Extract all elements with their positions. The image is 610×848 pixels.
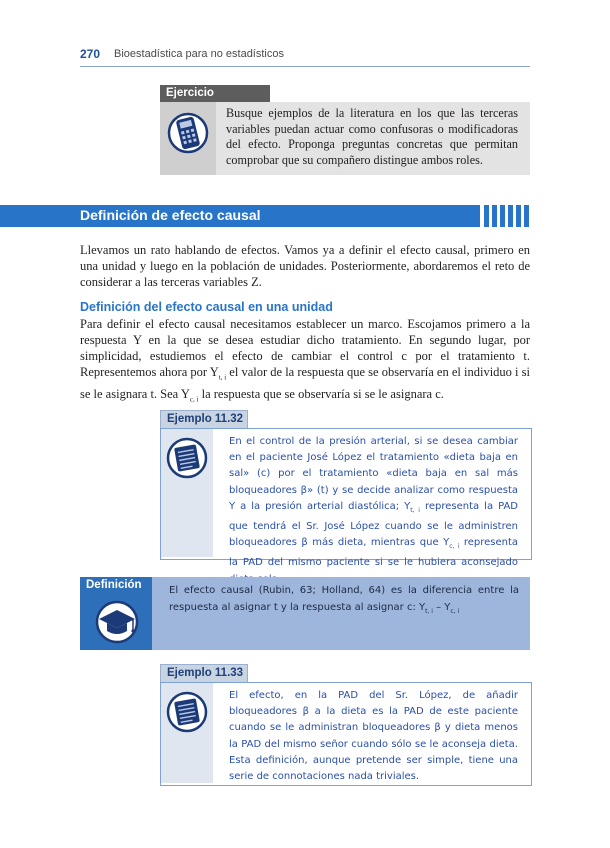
definition-icon-column: [80, 595, 152, 650]
cooperative-icon-column: [160, 102, 216, 175]
running-title: Bioestadística para no estadísticos: [114, 48, 284, 60]
notebook-icon: [165, 689, 209, 735]
cooperative-label: Ejercicio: [160, 85, 270, 102]
example-1133-label: Ejemplo 11.33: [160, 664, 248, 682]
example-1132-text: En el control de la presión arterial, si se desea cambiar en el paciente José López el tratamiento «dieta baja en sal» (c) por el tratamiento «dieta baja en sal más bloqueadores β» (t) y se decide analizar como respuesta Y a la presión arterial diastólica; $Y_{t, i}$ representa la PAD que tendrá el Sr. José López cuando se le administren bloqueadores β más dieta, mientras que $Y_{c, i}$ representa la PAD del mismo paciente si se le hubiera aconsejado: [229, 436, 519, 569]
section-heading-stripes: [484, 205, 529, 227]
graduation-cap-icon: [93, 598, 141, 646]
calculator-icon: [166, 110, 210, 156]
example-1132-label: Ejemplo 11.32: [160, 410, 248, 428]
notebook-icon: [165, 435, 209, 481]
subsection-title: Definición del efecto causal en una unidad: [80, 300, 333, 314]
example-1133-text: El efecto, en la PAD del Sr. López, de añadir bloqueadores β a la dieta es la PAD de este paciente cuando se le administran bloqueadores β y dieta menos la PAD del mismo señor cuando sólo se le aconseja dieta. Esta definición, aunque pretende ser simple, tiene una serie de connotaciones nada triviales.: [229, 690, 518, 783]
subsection-paragraph: Para definir el efecto causal necesitamos establecer un marco. Escojamos primero a la respuesta Y en la que se desea estudiar dicho tratamiento. En segundo lugar, por simplicidad, estudiemos el efecto de cambiar el control c por el tratamiento t. Representemos ahora por $Y_{t, i}$ el valor de la respuesta que se observaría en el individuo i si se le asignara t. Sea $Y_{c, i}$ la respuesta que se observaría si se le asignara c.: [80, 317, 531, 403]
header-rule: [80, 66, 530, 67]
section-title: Definición de efecto causal: [80, 207, 261, 223]
page-number: 270: [80, 47, 101, 61]
intro-paragraph: Llevamos un rato hablando de efectos. Vamos ya a definir el efecto causal, primero en una unidad y luego en la población de unidades. Posteriormente, abordaremos el reto de considerar a las terceras variables Z.: [80, 243, 530, 289]
definition-label: Definición: [80, 577, 152, 595]
definition-text: El efecto causal (Rubin, 63; Holland, 64) es la diferencia entre la respuesta al asignar t y la respuesta al asignar c: $Y_{t, i} - Y_{c, i}$: [169, 585, 519, 615]
cooperative-text: Busque ejemplos de la literatura en los que las terceras variables puedan actuar como confusoras o modificadoras del efecto. Proponga preguntas concretas que permitan comprobar que su compañero distingue ambos roles.: [226, 106, 518, 167]
example-1132-icon-column: [161, 429, 213, 557]
example-1133-icon-column: [161, 683, 213, 783]
